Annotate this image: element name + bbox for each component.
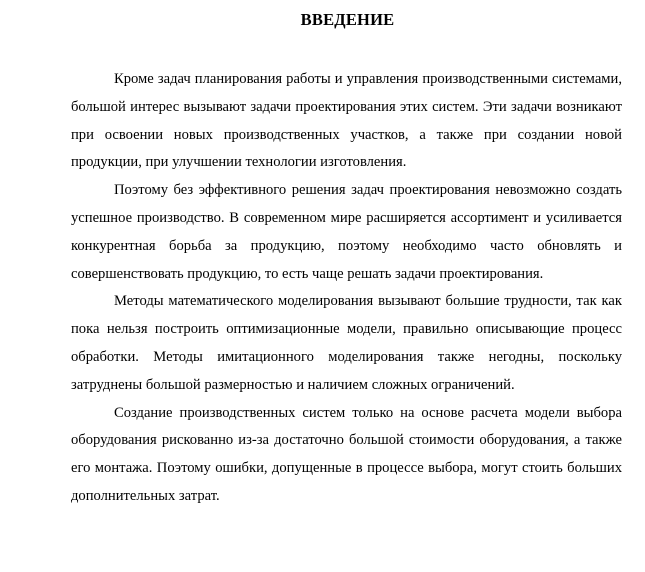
paragraph-4: Создание производственных систем только на основе расчета модели выбора оборудования рискованно из-за достаточно большой стоимости оборудования, а также его монтажа. Поэтому ошибки, допущенные в процессе выбора, могут стоить больших дополнительных затрат. xyxy=(71,404,622,504)
page-title: ВВЕДЕНИЕ xyxy=(300,10,395,29)
paragraph-1: Кроме задач планирования работы и управления производственными системами, большой интерес вызывают задачи проектирования этих систем. Эти задачи возникают при освоении новых производственных участков, а также при создании новой продукции, при улучшении технологии изготовления. xyxy=(71,71,622,171)
paragraph-2: Поэтому без эффективного решения задач проектирования невозможно создать успешное производство. В современном мире расширяется ассортимент и усиливается конкурентная борьба за продукцию, поэтому необходимо часто обновлять и совершенствовать продукцию, то есть чаще решать задачи проектирования. xyxy=(71,182,622,282)
paragraph-3: Методы математического моделирования вызывают большие трудности, так как пока нельзя построить оптимизационные модели, правильно описывающие процесс обработки. Методы имитационного моделирования также негодны, поскольку затруднены большой размерностью и наличием сложных ограничений. xyxy=(71,293,622,393)
